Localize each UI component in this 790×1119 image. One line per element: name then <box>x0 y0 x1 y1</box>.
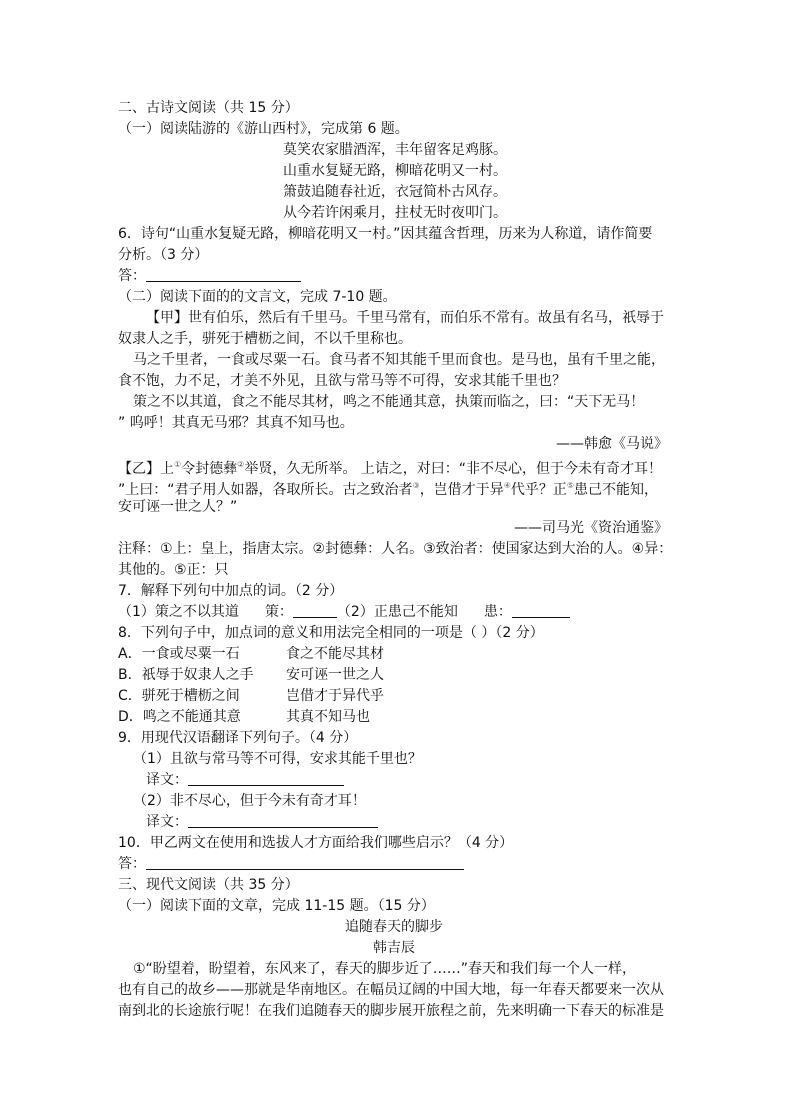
text-jia-p2-l1: 马之千里者，一食或尽粟一石。食马者不知其能千里而食也。是马也，虽有千里之能， <box>133 352 665 368</box>
question-9-item-1: （1）且欲与常马等不可得，安求其能千里也？ <box>133 751 422 767</box>
translation-label-1: 译文： <box>146 772 188 788</box>
question-8: 8．下列句子中，加点词的意义和用法完全相同的一项是（ ）（2 分） <box>118 625 544 641</box>
poem-line-3: 箫鼓追随春社近，衣冠简朴古风存。 <box>283 184 507 200</box>
section3-title: 三、现代文阅读（共 35 分） <box>118 877 299 893</box>
q8-option-a-left: A．一食或尽粟一石 <box>118 646 240 662</box>
q7-item-2-blank[interactable] <box>512 603 570 618</box>
question-7-items <box>118 602 570 622</box>
question-6-line-1: 6．诗句“山重水复疑无路，柳暗花明又一村。”因其蕴含哲理，历来为人称道，请作简要 <box>118 226 653 242</box>
answer-6 <box>118 266 301 286</box>
answer-10-blank[interactable] <box>146 855 464 870</box>
note-mark-1: ① <box>174 460 182 469</box>
yi-l2-a: ”上曰：“君子用人如器，各取所长。古之致治者 <box>118 482 413 498</box>
poem-line-2: 山重水复疑无路，柳暗花明又一村。 <box>283 163 507 179</box>
question-10: 10．甲乙两文在使用和选拔人才方面给我们哪些启示？（4 分） <box>118 835 514 851</box>
q8-option-c-right: 岂借才于异代乎 <box>286 688 384 704</box>
q7-item-1-key: 策： <box>264 604 293 620</box>
part1-instruction: （一）阅读陆游的《游山西村》，完成第 6 题。 <box>118 121 409 137</box>
q7-item-2-key: 患： <box>483 604 512 620</box>
text-yi-l3: 安可诬一世之人？” <box>118 499 238 515</box>
yi-l2-c: 代乎？正 <box>510 482 567 498</box>
q8-option-c[interactable] <box>118 686 384 706</box>
article-title: 追随春天的脚步 <box>345 919 443 935</box>
poem-line-4: 从今若许闲乘月，拄杖无时夜叩门。 <box>283 205 507 221</box>
notes-line-1: 注释：①上：皇上，指唐太宗。②封德彝：人名。③致治者：使国家达到大治的人。④异： <box>118 541 673 557</box>
note-mark-3: ③ <box>412 481 420 490</box>
q8-option-d-left: D．鸣之不能通其意 <box>118 709 241 725</box>
text-jia-p1-l2: 奴隶人之手，骈死于槽枥之间，不以千里称也。 <box>118 331 412 347</box>
yi-l1-c: 举贤，久无所举。 上诘之，对曰：“非不尽心，但于今未有奇才耳！ <box>244 461 663 477</box>
text-jia-p2-l2: 食不饱，力不足，才美不外见，且欲与常马等不可得，安求其能千里也？ <box>118 373 566 389</box>
q8-option-a[interactable] <box>118 644 384 664</box>
article-p1-l1: ①“盼望着，盼望着，东风来了，春天的脚步近了……”春天和我们每一个人一样， <box>133 961 637 977</box>
poem-line-1: 莫笑农家腊酒浑，丰年留客足鸡豚。 <box>283 142 507 158</box>
yi-l1-b: 令封德彝 <box>181 461 238 477</box>
translation-2-blank[interactable] <box>188 813 378 828</box>
q7-item-1: （1）策之不以其道 <box>118 604 239 620</box>
text-jia-p3-l1: 策之不以其道，食之不能尽其材，鸣之不能通其意，执策而临之，曰：“天下无马！ <box>133 394 645 410</box>
note-mark-5: ⑤ <box>566 481 575 490</box>
text-jia-p1-l1: 【甲】世有伯乐，然后有千里马。千里马常有，而伯乐不常有。故虽有名马，祇辱于 <box>146 310 664 326</box>
answer-10 <box>118 854 464 874</box>
q8-option-b-right: 安可诬一世之人 <box>286 667 384 683</box>
section2-title: 二、古诗文阅读（共 15 分） <box>118 100 299 116</box>
note-mark-2: ② <box>237 460 245 469</box>
question-6-line-2: 分析。（3 分） <box>118 247 209 263</box>
q7-item-1-blank[interactable] <box>293 603 337 618</box>
q8-option-c-left: C．骈死于槽枥之间 <box>118 688 240 704</box>
article-p1-l2: 也有自己的故乡——那就是华南地区。在幅员辽阔的中国大地，每一年春天都要来一次从 <box>118 982 664 998</box>
translation-label-2: 译文： <box>146 814 188 830</box>
q8-option-b[interactable] <box>118 665 384 685</box>
answer-label: 答： <box>118 268 146 284</box>
notes-line-2: 其他的。⑤正：只 <box>118 562 229 578</box>
yi-l2-d: 患己不能知， <box>574 482 659 498</box>
part2-instruction: （二）阅读下面的的文言文，完成 7-10 题。 <box>118 289 397 305</box>
question-7: 7．解释下列句中加点的词。（2 分） <box>118 583 344 599</box>
article-author: 韩吉辰 <box>373 940 415 956</box>
yi-l2-b: ，岂借才于异 <box>419 482 504 498</box>
translation-1 <box>146 770 344 790</box>
text-jia-p3-l2: ” 呜呼！其真无马邪？其真不知马也。 <box>118 415 354 431</box>
q8-option-d[interactable] <box>118 707 370 727</box>
q8-option-b-left: B．祇辱于奴隶人之手 <box>118 667 254 683</box>
q8-option-a-right: 食之不能尽其材 <box>286 646 384 662</box>
q8-option-d-right: 其真不知马也 <box>286 709 370 725</box>
note-mark-4: ④ <box>503 481 511 490</box>
translation-1-blank[interactable] <box>188 771 344 786</box>
answer-6-blank[interactable] <box>146 267 301 282</box>
text-jia-source: ——韩愈《马说》 <box>556 436 668 452</box>
yi-l1-a: 【乙】上 <box>118 461 174 477</box>
translation-2 <box>146 812 378 832</box>
answer-10-label: 答： <box>118 856 146 872</box>
article-p1-l3: 南到北的长途旅行呢！在我们追随春天的脚步展开旅程之前，先来明确一下春天的标准是 <box>118 1003 664 1019</box>
question-9: 9．用现代汉语翻译下列句子。（4 分） <box>118 730 358 746</box>
text-yi-source: ——司马光《资治通鉴》 <box>514 520 668 536</box>
section3-part1: （一）阅读下面的文章，完成 11-15 题。（15 分） <box>118 898 435 914</box>
q7-item-2: （2）正患己不能知 <box>336 604 458 620</box>
question-9-item-2: （2）非不尽心，但于今未有奇才耳！ <box>133 793 366 809</box>
